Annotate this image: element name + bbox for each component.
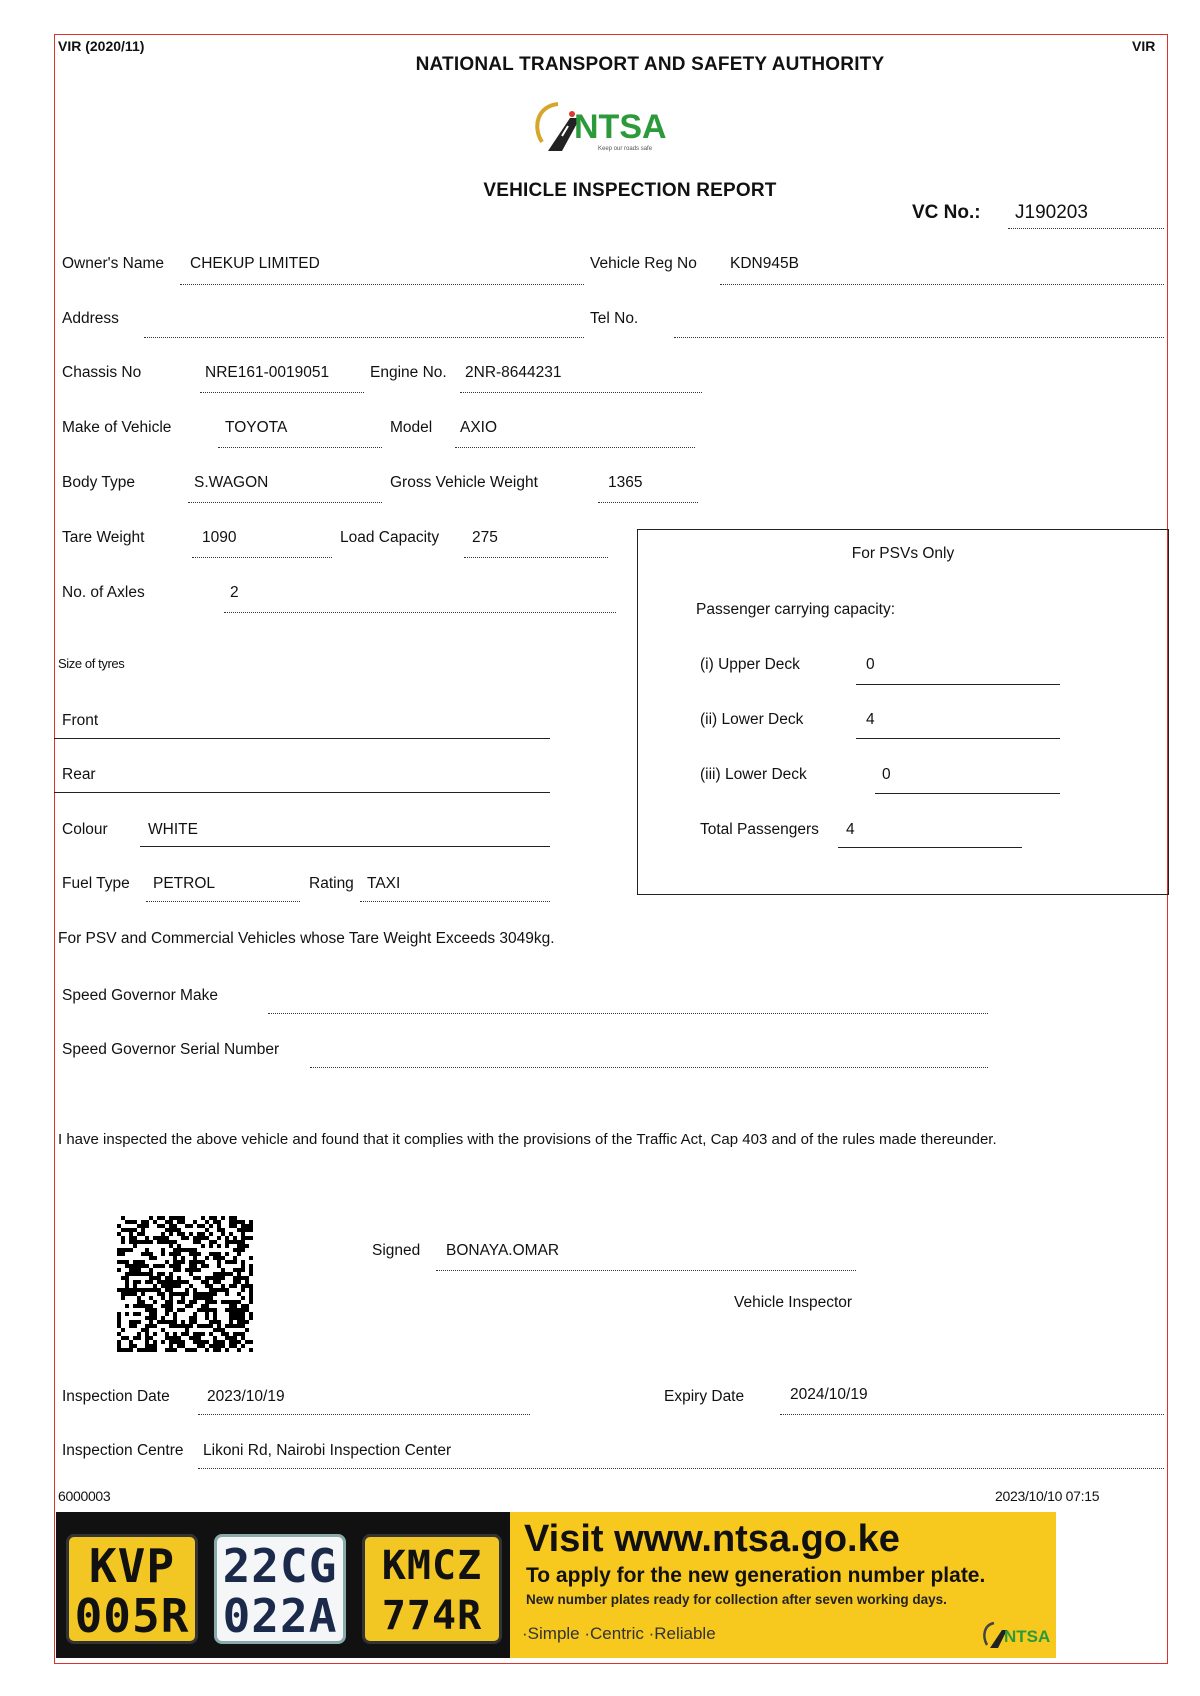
load-capacity-value: 275 [472, 529, 498, 546]
psv-title: For PSVs Only [851, 545, 955, 562]
banner-subline: To apply for the new generation number plate. [526, 1564, 986, 1587]
plate-yellow-2: KMCZ 774R [362, 1534, 502, 1644]
report-title: VEHICLE INSPECTION REPORT [483, 180, 777, 201]
inspection-date-value: 2023/10/19 [207, 1388, 285, 1405]
authority-title: NATIONAL TRANSPORT AND SAFETY AUTHORITY [415, 54, 885, 75]
ntsa-logo [528, 96, 668, 158]
tel-label: Tel No. [590, 310, 639, 327]
total-passengers-label: Total Passengers [700, 821, 819, 838]
make-label: Make of Vehicle [62, 419, 172, 436]
colour-value: WHITE [148, 821, 198, 838]
load-capacity-label: Load Capacity [340, 529, 440, 546]
serial-number: 6000003 [58, 1488, 111, 1504]
tare-weight-value: 1090 [202, 529, 237, 546]
reg-no-label: Vehicle Reg No [590, 255, 697, 272]
rear-tyre-label: Rear [62, 766, 96, 783]
axles-value: 2 [230, 584, 239, 601]
lower-deck-2-value: 0 [882, 766, 891, 783]
inspection-centre-label: Inspection Centre [62, 1442, 184, 1459]
colour-label: Colour [62, 821, 108, 838]
number-plates-image [56, 1512, 510, 1658]
rating-value: TAXI [367, 875, 401, 892]
gvw-label: Gross Vehicle Weight [390, 474, 538, 491]
signed-label: Signed [372, 1242, 421, 1259]
axles-label: No. of Axles [62, 584, 145, 601]
plate-white: 22CG 022A [214, 1534, 346, 1644]
qr-code [117, 1216, 253, 1352]
ntsa-banner [56, 1512, 1056, 1658]
svg-text:NTSA: NTSA [574, 108, 667, 146]
form-code: VIR (2020/11) [58, 38, 145, 54]
expiry-date-value: 2024/10/19 [790, 1386, 868, 1403]
banner-headline: Visit www.ntsa.go.ke [524, 1518, 900, 1560]
banner-slogan: ·Simple ·Centric ·Reliable [522, 1624, 716, 1643]
banner-note: New number plates ready for collection after seven working days. [526, 1592, 947, 1607]
vc-value: J190203 [1015, 202, 1088, 223]
model-label: Model [390, 419, 433, 436]
upper-deck-label: (i) Upper Deck [700, 656, 800, 673]
address-label: Address [62, 310, 119, 327]
chassis-value: NRE161-0019051 [205, 364, 330, 381]
corner-code: VIR [1132, 38, 1156, 54]
engine-label: Engine No. [370, 364, 447, 381]
speed-governor-serial-label: Speed Governor Serial Number [62, 1041, 280, 1058]
inspector-role: Vehicle Inspector [734, 1294, 853, 1311]
body-type-label: Body Type [62, 474, 135, 491]
signed-value: BONAYA.OMAR [446, 1242, 560, 1259]
expiry-date-label: Expiry Date [664, 1388, 745, 1405]
plate-yellow-1: KVP 005R [66, 1534, 198, 1644]
fuel-type-label: Fuel Type [62, 875, 130, 892]
svg-text:Keep our roads safe: Keep our roads safe [598, 146, 653, 152]
print-timestamp: 2023/10/10 07:15 [995, 1488, 1100, 1504]
owner-name-label: Owner's Name [62, 255, 165, 272]
reg-no-value: KDN945B [730, 255, 799, 272]
svg-text:NTSA: NTSA [1004, 1627, 1050, 1646]
tyre-size-label: Size of tyres [58, 656, 125, 671]
body-type-value: S.WAGON [194, 474, 269, 491]
chassis-label: Chassis No [62, 364, 142, 381]
declaration: I have inspected the above vehicle and found that it complies with the provisions of the Traffic Act, Cap 403 and of the rules made thereunder. [58, 1131, 997, 1148]
make-value: TOYOTA [225, 419, 288, 436]
commercial-note: For PSV and Commercial Vehicles whose Tare Weight Exceeds 3049kg. [58, 930, 555, 947]
front-tyre-label: Front [62, 712, 99, 729]
vc-label: VC No.: [912, 202, 981, 223]
inspection-centre-value: Likoni Rd, Nairobi Inspection Center [203, 1442, 452, 1459]
banner-ntsa-logo [980, 1618, 1050, 1652]
gvw-value: 1365 [608, 474, 643, 491]
fuel-type-value: PETROL [153, 875, 216, 892]
total-passengers-value: 4 [846, 821, 855, 838]
inspection-date-label: Inspection Date [62, 1388, 170, 1405]
rating-label: Rating [309, 875, 354, 892]
tare-weight-label: Tare Weight [62, 529, 145, 546]
lower-deck-value: 4 [866, 711, 875, 728]
upper-deck-value: 0 [866, 656, 875, 673]
ad-panel [510, 1512, 1056, 1658]
speed-governor-make-label: Speed Governor Make [62, 987, 218, 1004]
owner-name-value: CHEKUP LIMITED [190, 255, 320, 272]
engine-value: 2NR-8644231 [465, 364, 562, 381]
model-value: AXIO [460, 419, 498, 436]
lower-deck-2-label: (iii) Lower Deck [700, 766, 807, 783]
lower-deck-label: (ii) Lower Deck [700, 711, 804, 728]
psv-capacity-label: Passenger carrying capacity: [696, 601, 896, 618]
